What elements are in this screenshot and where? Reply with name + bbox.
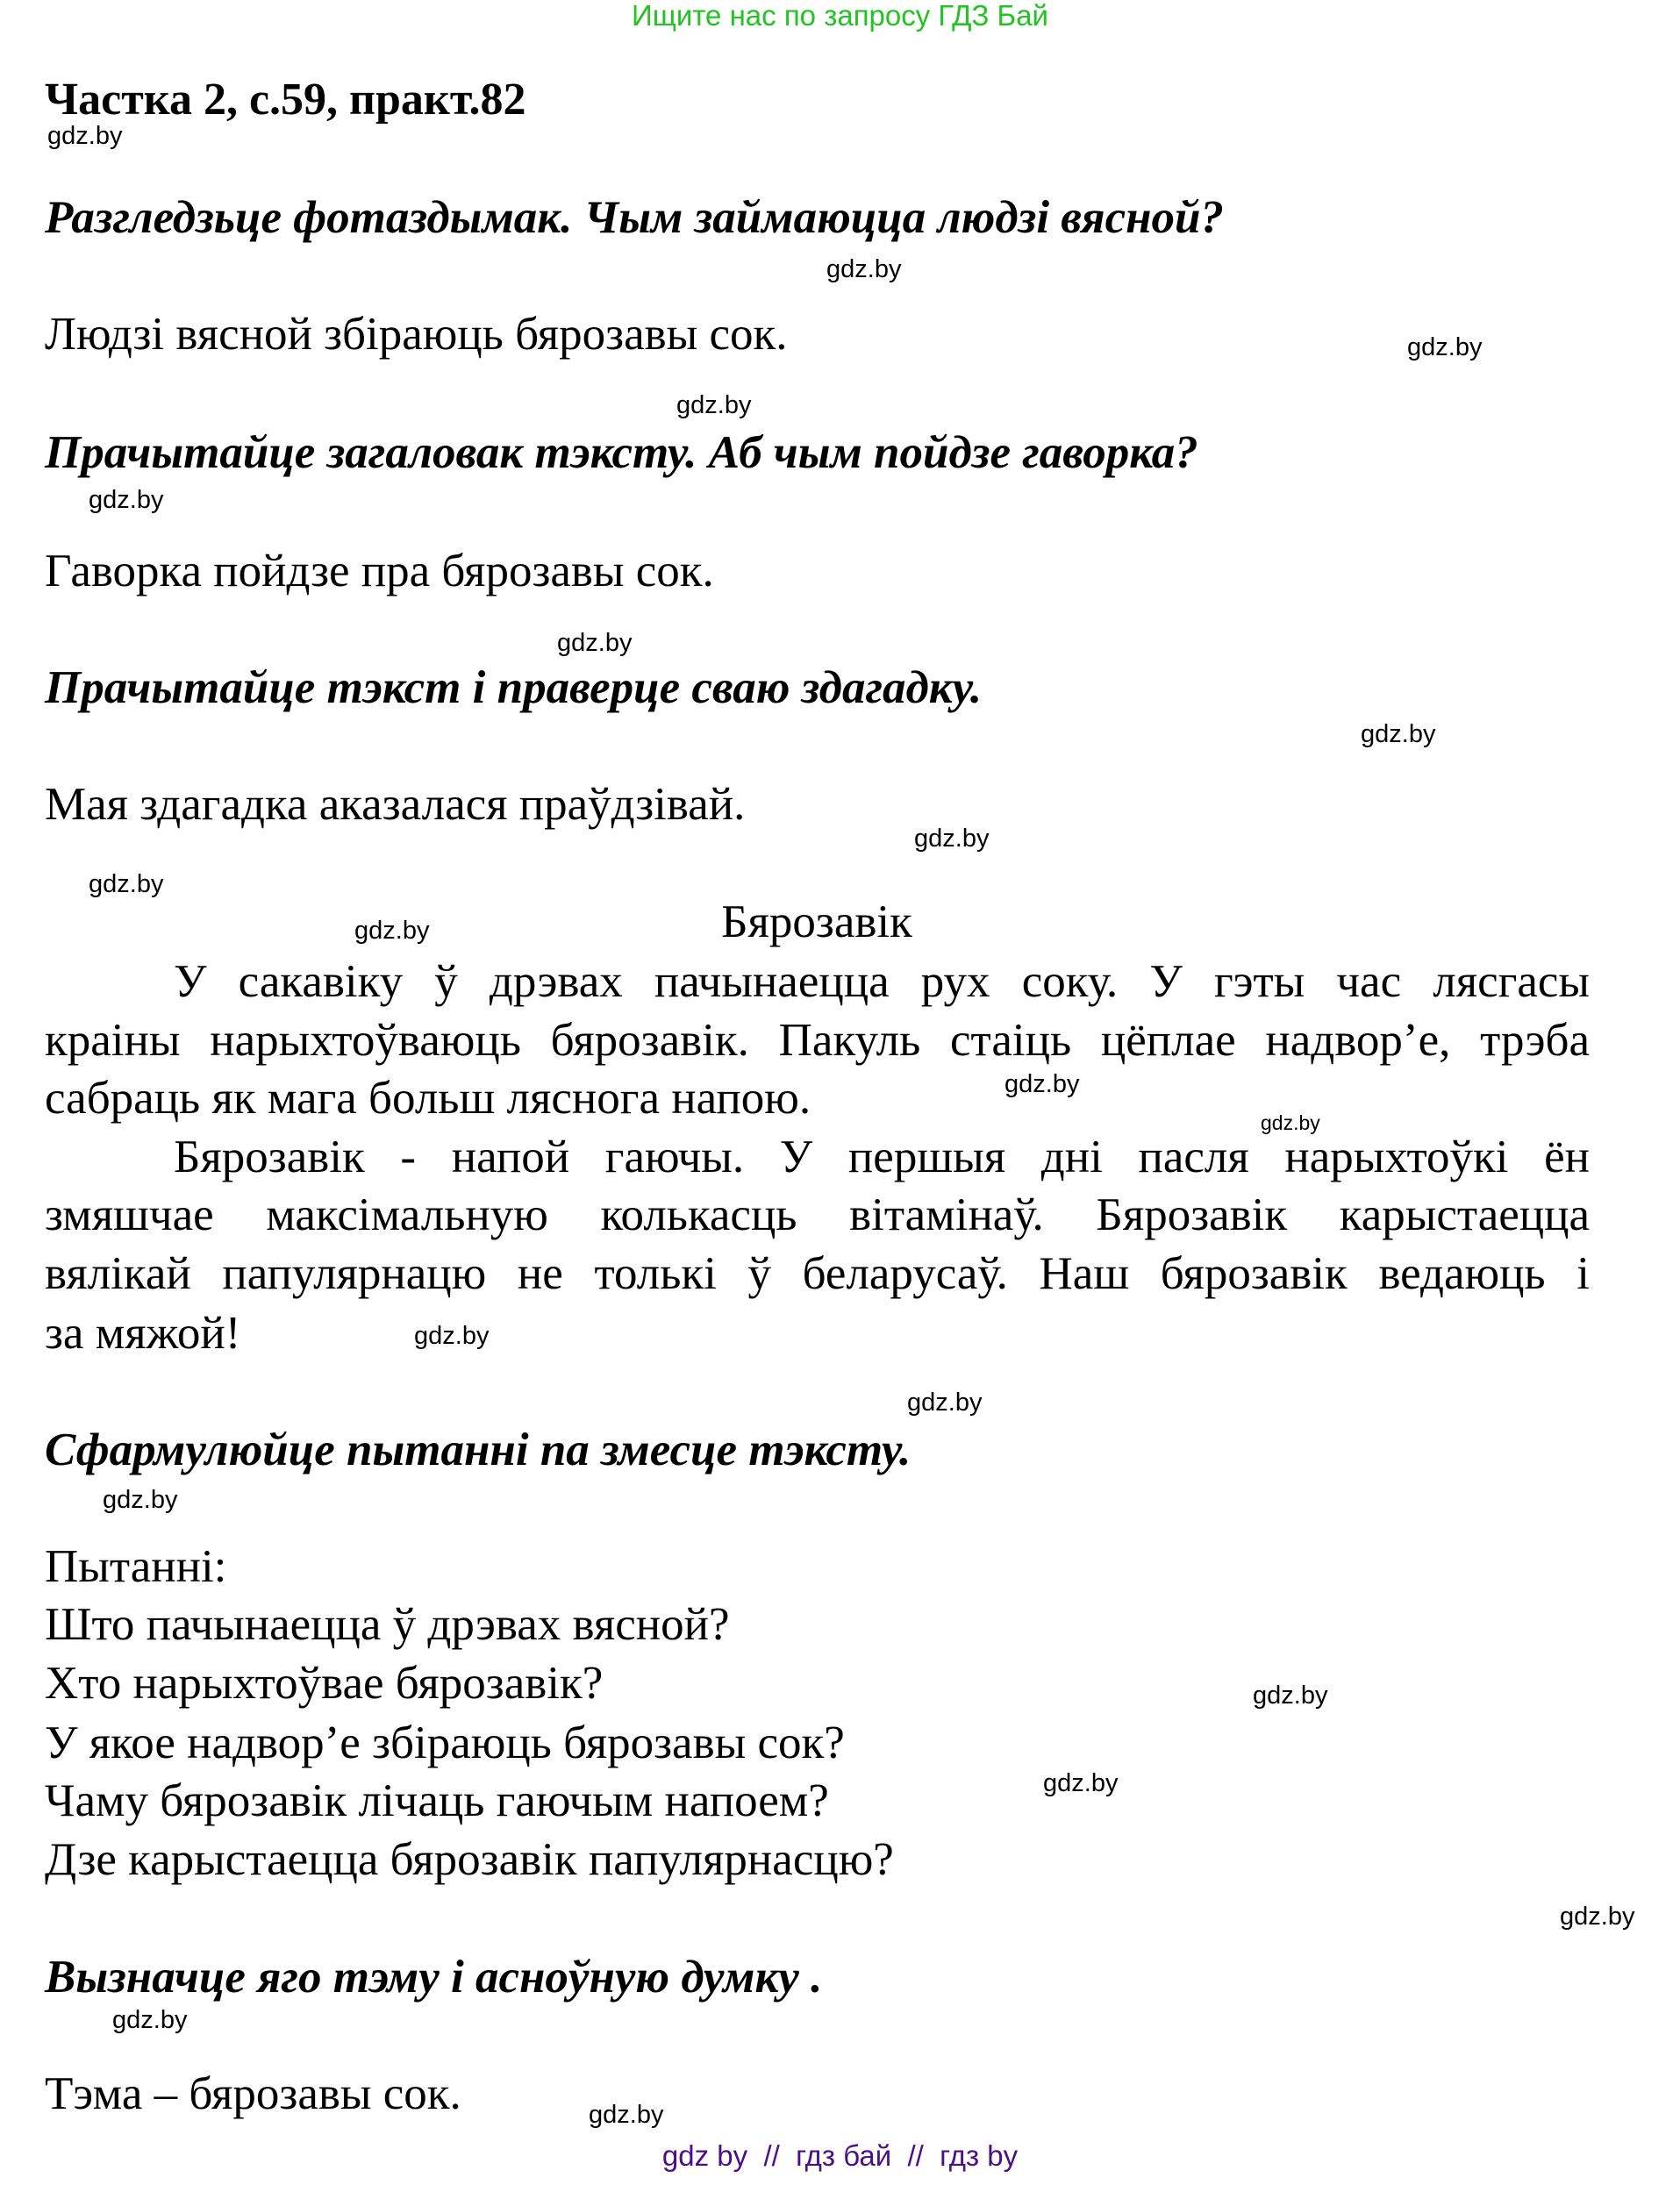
task-question-2: Прачытайце загаловак тэксту. Аб чым пойдзе гаворка? xyxy=(45,427,1198,478)
question-item: Што пачынаецца ў дрэвах вясной? xyxy=(45,1599,730,1650)
task-question-1: Разгледзьце фотаздымак. Чым займаюцца людзі вясной? xyxy=(45,192,1224,243)
watermark: gdz.by xyxy=(414,1322,490,1350)
passage-line: за мяжой! xyxy=(45,1308,241,1359)
task-question-3: Прачытайце тэкст і праверце сваю здагадку. xyxy=(45,662,983,713)
watermark: gdz.by xyxy=(1261,1111,1320,1134)
watermark: gdz.by xyxy=(1004,1070,1080,1098)
watermark: gdz.by xyxy=(907,1389,983,1417)
page-title: Частка 2, с.59, практ.82 xyxy=(45,75,526,125)
watermark: gdz.by xyxy=(1560,1903,1635,1931)
passage-line: сабраць як мага больш ляснога напою. xyxy=(45,1073,811,1124)
watermark: gdz.by xyxy=(826,255,902,283)
question-item: Хто нарыхтоўвае бярозавік? xyxy=(45,1658,604,1709)
passage-title: Бярозавік xyxy=(721,896,912,947)
task-answer-2: Гаворка пойдзе пра бярозавы сок. xyxy=(45,546,714,596)
watermark: gdz.by xyxy=(1361,720,1436,748)
task-answer-3: Мая здагадка аказалася праўдзівай. xyxy=(45,779,746,830)
passage-line: вялікай папулярнацю не толькі ў беларусаў. Наш бярозавік ведаюць і xyxy=(45,1248,1590,1299)
watermark: gdz.by xyxy=(103,1486,178,1514)
task-answer-5: Тэма – бярозавы сок. xyxy=(45,2068,461,2119)
watermark: gdz.by xyxy=(1253,1682,1328,1710)
watermark: gdz.by xyxy=(89,486,164,514)
task-answer-4: Пытанні: xyxy=(45,1541,227,1592)
footer-links[interactable]: gdz by // гдз бай // гдз by xyxy=(661,2139,1019,2172)
watermark: gdz.by xyxy=(1407,333,1483,361)
question-item: Дзе карыстаецца бярозавік папулярнасцю? xyxy=(45,1834,894,1885)
watermark: gdz.by xyxy=(1043,1769,1119,1797)
task-question-5: Вызначце яго тэму і асноўную думку . xyxy=(45,1952,823,2003)
watermark: gdz.by xyxy=(47,122,123,150)
watermark: gdz.by xyxy=(914,825,990,853)
watermark: gdz.by xyxy=(589,2101,664,2129)
passage-line: У сакавіку ў дрэвах пачынаецца рух соку. У гэты час лясгасы xyxy=(174,956,1590,1007)
question-item: Чаму бярозавік лічаць гаючым напоем? xyxy=(45,1775,829,1826)
watermark: gdz.by xyxy=(89,870,164,898)
watermark: gdz.by xyxy=(112,2006,188,2034)
passage-line: краіны нарыхтоўваюць бярозавік. Пакуль стаіць цёплае надвор’е, трэба xyxy=(45,1015,1590,1066)
task-answer-1: Людзі вясной збіраюць бярозавы сок. xyxy=(45,309,788,360)
watermark: gdz.by xyxy=(676,391,752,419)
watermark: gdz.by xyxy=(354,917,430,945)
search-banner[interactable]: Ищите нас по запросу ГДЗ Бай xyxy=(632,0,1048,32)
question-item: У якое надвор’е збіраюць бярозавы сок? xyxy=(45,1717,845,1768)
passage-line: Бярозавік - напой гаючы. У першыя дні пасля нарыхтоўкі ён xyxy=(174,1132,1590,1182)
task-question-4: Сфармулюйце пытанні па змесце тэксту. xyxy=(45,1425,911,1475)
passage-line: змяшчае максімальную колькасць вітамінаў. Бярозавік карыстаецца xyxy=(45,1189,1590,1240)
watermark: gdz.by xyxy=(557,629,633,657)
